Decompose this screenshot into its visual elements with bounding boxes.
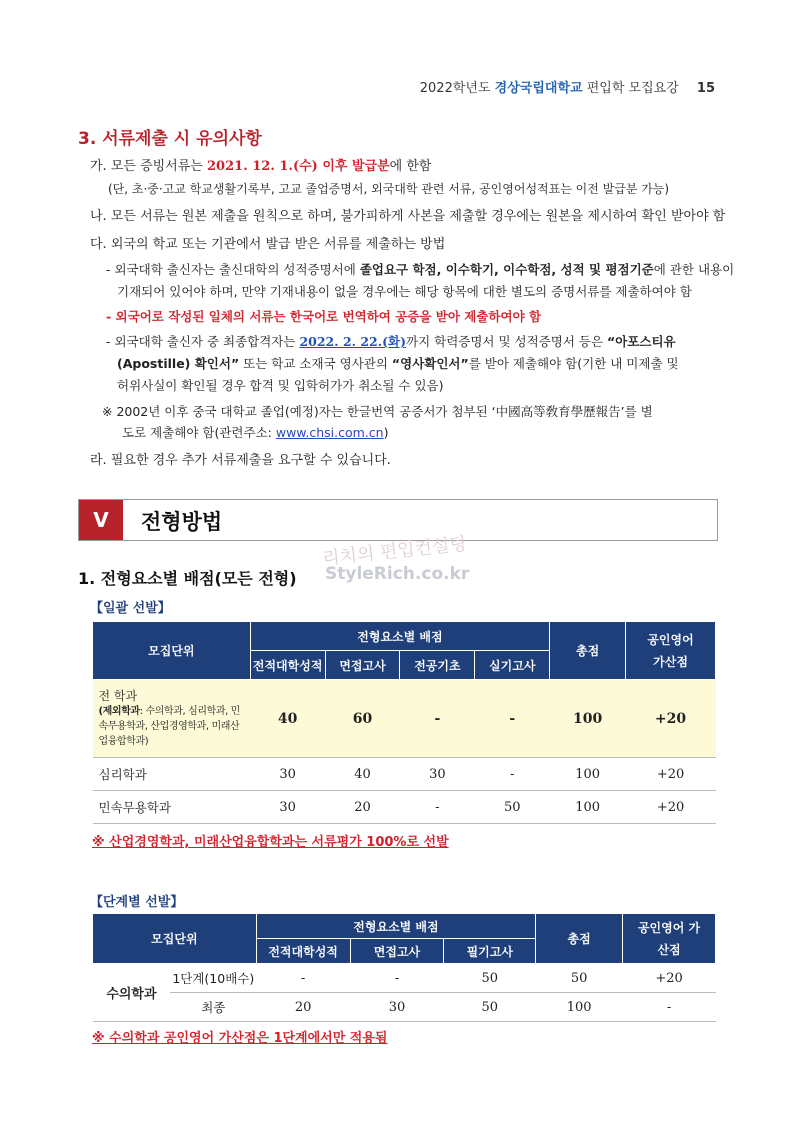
chapter-number: V — [79, 500, 123, 540]
col-bonus: 공인영어 가산점 — [623, 914, 716, 964]
bullet-apostille: - 외국대학 출신자 중 최종합격자는 2022. 2. 22.(화)까지 학력증명서 및 성적증명서 등은 “아포스티유 — [106, 334, 676, 349]
table-row: 최종 20 30 50 100 - — [93, 993, 716, 1022]
table-row: 수의학과 1단계(10배수) - - 50 50 +20 — [93, 964, 716, 993]
item-ga-note: (단, 초·중·고교 학교생활기록부, 고교 졸업증명서, 외국대학 관련 서류, 공인영어성적표는 이전 발급분 가능) — [108, 182, 670, 196]
col-group: 전형요소별 배점 — [256, 914, 535, 939]
issue-date: 2021. 12. 1.(수) 이후 발급분 — [207, 159, 390, 174]
watermark-url: StyleRich.co.kr — [325, 564, 470, 584]
unit-name: 전 학과 — [98, 688, 138, 703]
section-title: 3. 서류제출 시 유의사항 — [78, 129, 262, 149]
china-note: ※ 2002년 이후 중국 대학교 졸업(예정)자는 한글번역 공증서가 첨부된 ‘中國高等敎育學歷報告’를 별 — [102, 404, 653, 419]
col-unit: 모집단위 — [93, 622, 251, 680]
chsi-link[interactable]: www.chsi.com.cn — [275, 425, 384, 440]
table1-note: ※ 산업경영학과, 미래산업융합학과는 서류평가 100%로 선발 — [92, 835, 449, 850]
col-major-basics: 전공기초 — [400, 651, 475, 680]
table2-label: 【단계별 선발】 — [90, 895, 184, 910]
page-header — [420, 77, 715, 96]
header-school: 경상국립대학교 — [494, 81, 583, 96]
header-year: 2022학년도 — [419, 81, 491, 96]
col-transcript: 전적대학성적 — [250, 651, 325, 680]
col-transcript: 전적대학성적 — [256, 939, 350, 964]
header-title: 편입학 모집요강 — [586, 81, 679, 96]
item-ra: 라. 필요한 경우 추가 서류제출을 요구할 수 있습니다. — [90, 453, 391, 468]
page-number: 15 — [696, 81, 715, 96]
table-row: 전 학과 (제외학과: 수의학과, 심리학과, 민속무용학과, 산업경영학과, 미래산업융합학과) 40 60 - - 100 +20 — [93, 680, 716, 758]
col-bonus: 공인영어 가산점 — [626, 622, 716, 680]
col-written: 필기고사 — [444, 939, 536, 964]
watermark-text: 리치의 편입컨설팅 — [321, 533, 468, 570]
col-practical: 실기고사 — [475, 651, 550, 680]
table-row: 민속무용학과 30 20 - 50 100 +20 — [93, 791, 716, 824]
col-total: 총점 — [550, 622, 626, 680]
col-interview: 면접고사 — [325, 651, 400, 680]
item-da: 다. 외국의 학교 또는 기관에서 발급 받은 서류를 제출하는 방법 — [90, 237, 446, 252]
col-group: 전형요소별 배점 — [250, 622, 549, 651]
chapter-banner — [78, 499, 718, 541]
table-row: 심리학과 30 40 30 - 100 +20 — [93, 758, 716, 791]
col-total: 총점 — [536, 914, 623, 964]
bullet-apostille-cont: (Apostille) 확인서” 또는 학교 소재국 영사관의 “영사확인서”를 받아 제출해야 함(기한 내 미제출 및 — [117, 356, 679, 371]
bullet-translation: - 외국어로 작성된 일체의 서류는 한국어로 번역하여 공증을 받아 제출하여야 함 — [106, 309, 542, 324]
bullet-apostille-cont2: 허위사실이 확인될 경우 합격 및 입학허가가 취소될 수 있음) — [117, 378, 444, 393]
item-na: 나. 모든 서류는 원본 제출을 원칙으로 하며, 불가피하게 사본을 제출할 경우에는 원본을 제시하여 확인 받아야 함 — [90, 209, 726, 224]
unit-name: 수의학과 — [93, 964, 171, 1022]
deadline-date: 2022. 2. 22.(화) — [299, 334, 406, 349]
score-table-staged — [92, 913, 716, 1022]
table1-label: 【일괄 선발】 — [90, 601, 171, 616]
bullet-transcript-cont: 기재되어 있어야 하며, 만약 기재내용이 없을 경우에는 해당 항목에 대한 별도의 증명서류를 제출하여야 함 — [117, 284, 692, 299]
excluded-departments: (제외학과: 수의학과, 심리학과, 민속무용학과, 산업경영학과, 미래산업융합학과) — [98, 705, 240, 747]
subsection-title: 1. 전형요소별 배점(모든 전형) — [78, 569, 297, 588]
china-note-cont: 도로 제출해야 함(관련주소: www.chsi.com.cn) — [122, 425, 389, 440]
score-table-batch — [92, 621, 716, 824]
item-ga: 가. 모든 증빙서류는 2021. 12. 1.(수) 이후 발급분에 한함 — [90, 159, 432, 174]
col-interview: 면접고사 — [350, 939, 444, 964]
table2-note: ※ 수의학과 공인영어 가산점은 1단계에서만 적용됨 — [92, 1031, 388, 1046]
chapter-title: 전형방법 — [141, 510, 223, 534]
bullet-transcript: - 외국대학 출신자는 출신대학의 성적증명서에 졸업요구 학점, 이수학기, 이수학점, 성적 및 평점기준에 관한 내용이 — [106, 262, 735, 277]
col-unit: 모집단위 — [93, 914, 257, 964]
